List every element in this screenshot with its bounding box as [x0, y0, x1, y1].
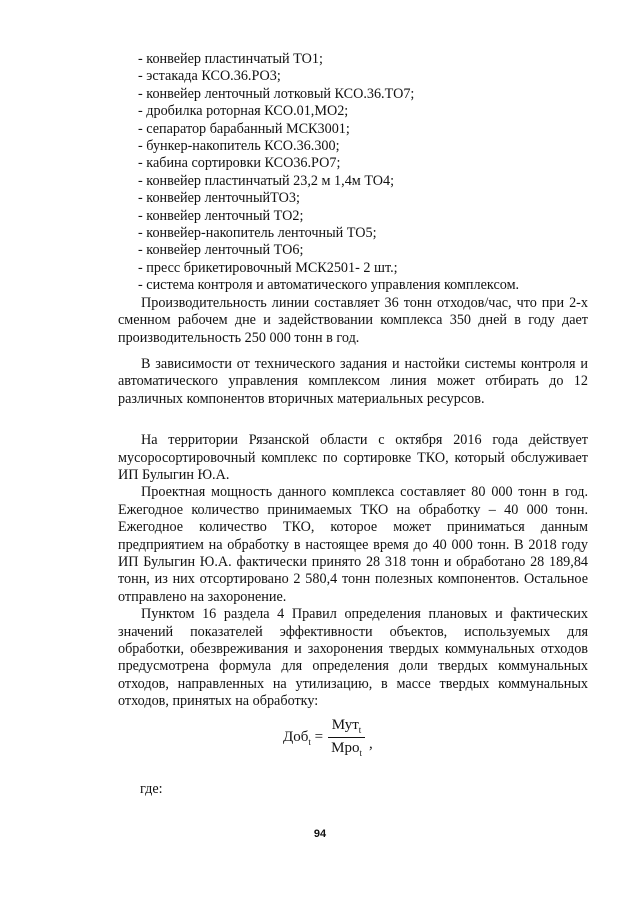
equipment-list	[118, 51, 588, 295]
formula	[283, 717, 373, 758]
list-item: - конвейер пластинчатый ТО1;	[138, 51, 323, 67]
paragraph-ryazan: На территории Рязанской области с октября 2016 года действует мусоросортировочный комплекс по сортировке ТКО, который обслуживает ИП Булыгин Ю.А.	[118, 432, 588, 483]
list-item: - эстакада КСО.36.РО3;	[138, 68, 281, 85]
page-content	[118, 51, 588, 711]
paragraph-rules: Пунктом 16 раздела 4 Правил определения плановых и фактических значений показателей эффективности объектов, используемых для обработки, обезвреживания и захоронения твердых коммунальных отходов предусмотрена формула для определения доли твердых коммунальных отходов, направленных на утилизацию, в массе твердых коммунальных отходов, принятых на обработку:	[118, 606, 588, 710]
paragraph-capacity: Проектная мощность данного комплекса составляет 80 000 тонн в год. Ежегодное количество принимаемых ТКО на обработку – 40 000 тонн. Ежегодное количество ТКО, которое может приниматься данным предприятием на обработку в настоящее время до 40 000 тонн. В 2018 году ИП Булыгин Ю.А. фактически принято 28 318 тонн и обработано 28 189,84 тонн, из них отсортировано 2 580,4 тонн полезных компонентов. Остальное отправлено на захоронение.	[118, 484, 588, 605]
paragraph-components: В зависимости от технического задания и настойки системы контроля и автоматического управления комплексом линия может отбирать до 12 различных компонентов вторичных материальных ресурсов.	[118, 355, 588, 407]
formula-numerator: Мут$_t$	[328, 717, 366, 738]
list-item: - конвейер-накопитель ленточный ТО5;	[138, 225, 377, 242]
list-item: - сепаратор барабанный МСК3001;	[138, 120, 350, 137]
list-item: - система контроля и автоматического управления комплексом.	[138, 277, 520, 294]
list-item: - кабина сортировки КСО36.РО7;	[138, 155, 341, 172]
formula-denominator: Мро$_t$	[331, 740, 362, 758]
formula-fraction	[327, 717, 366, 758]
paragraph-productivity: Производительность линии составляет 36 тонн отходов/час, что при 2-х сменном рабочем дне и задействовании комплекса 350 дней в году дает производительность 250 000 тонн в год.	[118, 294, 588, 346]
where-label: где:	[140, 781, 163, 797]
list-item: - конвейер пластинчатый 23,2 м 1,4м ТО4;	[138, 172, 395, 189]
list-item: - дробилка роторная КСО.01,МО2;	[138, 103, 349, 120]
page-number: 94	[313, 828, 327, 840]
list-item: - конвейер ленточный лотковый КСО.36.ТО7;	[138, 85, 415, 102]
list-item: - конвейер ленточный ТО2;	[138, 207, 304, 224]
list-item: - конвейер ленточныйТО3;	[138, 190, 300, 207]
list-item: - бункер-накопитель КСО.36.300;	[138, 138, 340, 155]
formula-lhs: Доб$_t$ =	[283, 728, 324, 747]
formula-comma: ,	[368, 736, 373, 752]
list-item: - пресс брикетировочный МСК2501- 2 шт.;	[138, 259, 398, 276]
list-item: - конвейер ленточный ТО6;	[138, 242, 304, 259]
